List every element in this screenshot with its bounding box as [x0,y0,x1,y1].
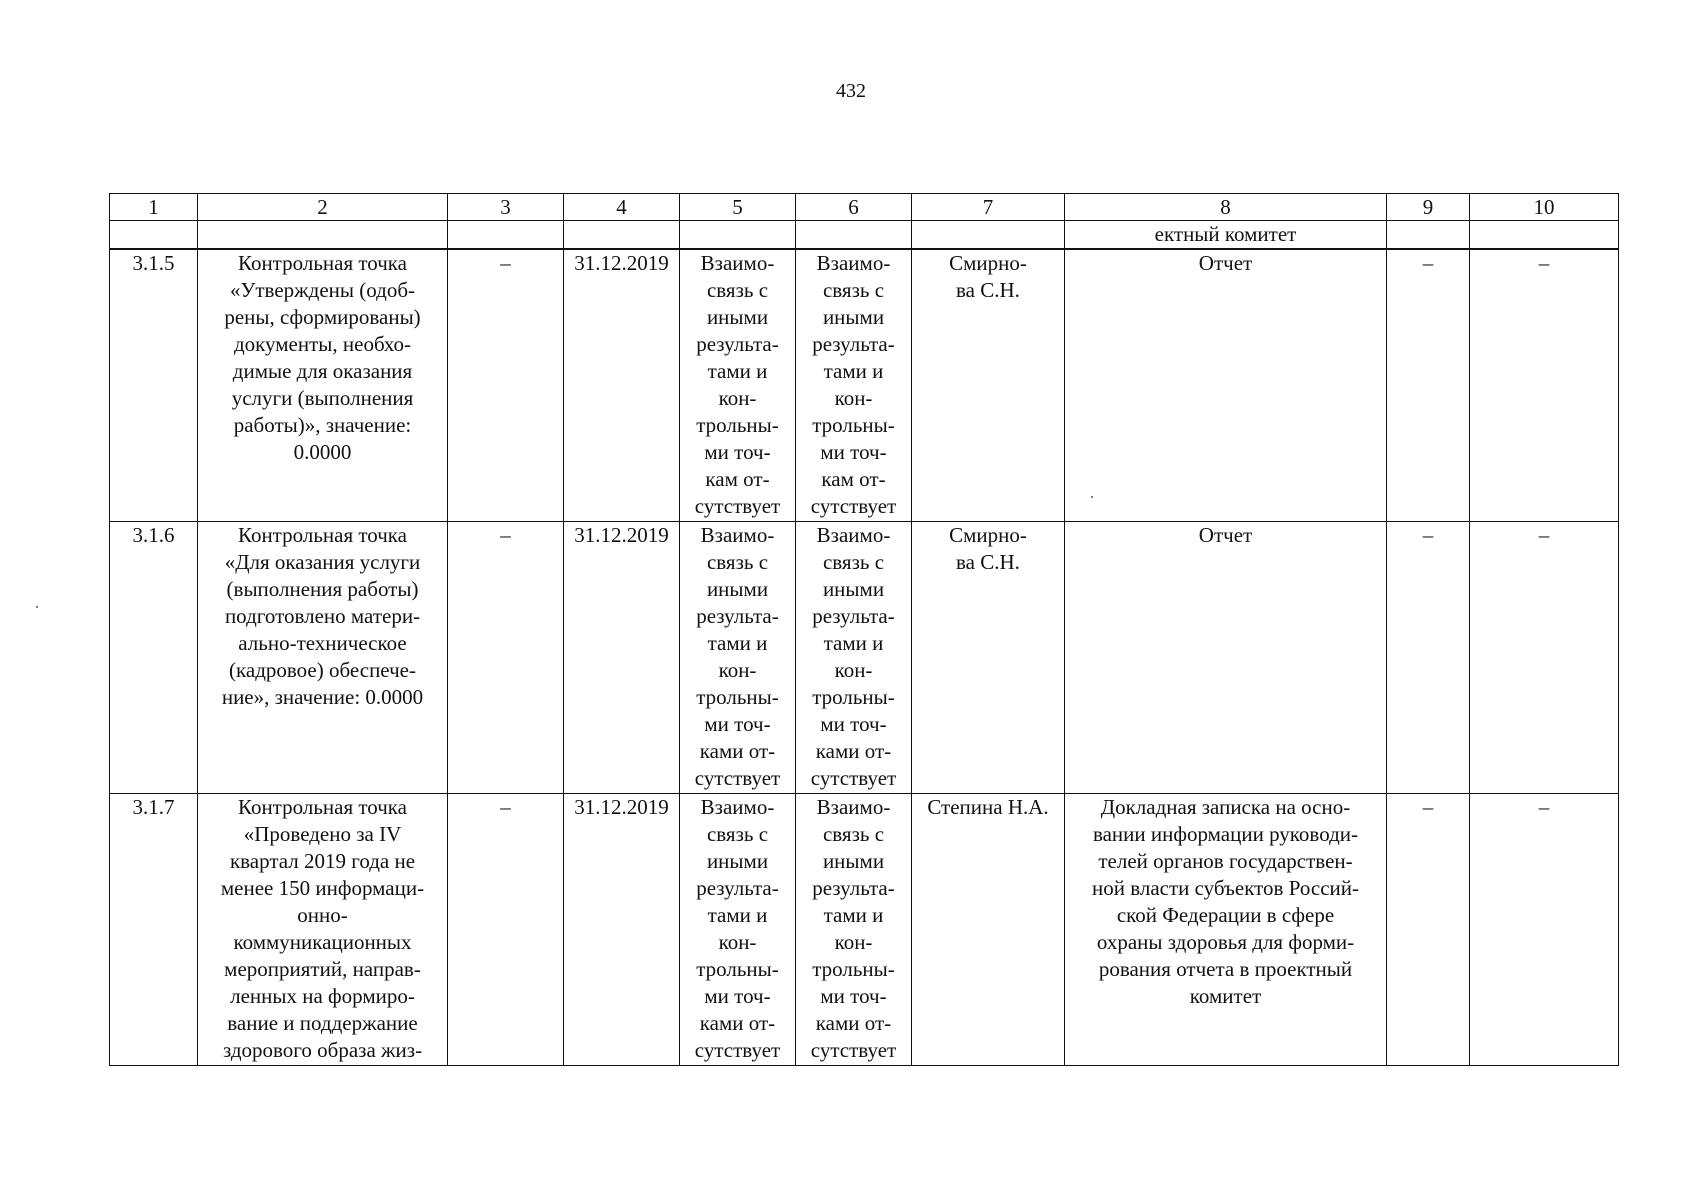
text-line: ками от- [815,739,892,763]
text-line: Смирно- [949,523,1027,547]
responsible-cell [912,522,1065,794]
col10-cell: – [1470,522,1619,794]
text-line: тами и [823,903,884,927]
column-header: 3 [448,194,564,221]
text-line: результа- [696,332,779,356]
row-number: 3.1.6 [110,522,198,794]
text-line: сутствует [694,766,781,790]
text-line: ва С.Н. [956,550,1020,574]
text-line: сутствует [694,494,781,518]
date-cell: 31.12.2019 [564,522,680,794]
text-line: трольны- [812,413,895,437]
text-line: тами и [823,359,884,383]
text-line: Докладная записка на осно- [1100,795,1351,819]
table-body [110,249,1619,1066]
text-line: (выполнения работы) [226,577,419,601]
text-line: тами и [707,359,768,383]
description-cell [198,522,448,794]
text-line: кон- [834,930,873,954]
text-line: ками от- [815,1011,892,1035]
text-line: Отчет [1198,523,1253,547]
text-line: ми точ- [820,984,887,1008]
text-line: кон- [718,386,757,410]
text-line: «Проведено за IV [243,822,402,846]
text-line: Контрольная точка [237,523,407,547]
scan-speck [1091,496,1093,498]
text-line: кон- [834,386,873,410]
col6-cell [796,249,912,522]
text-line: иными [822,305,885,329]
text-line: ской Федерации в сфере [1116,903,1335,927]
text-line: услуги (выполнения [231,386,414,410]
text-line: ми точ- [704,440,771,464]
column-header: 10 [1470,194,1619,221]
column-header: 9 [1387,194,1470,221]
text-line: коммуникационных [233,930,412,954]
col5-cell [680,249,796,522]
text-line: охраны здоровья для форми- [1096,930,1355,954]
responsible-cell [912,249,1065,522]
text-line: Отчет [1198,251,1253,275]
col9-cell: – [1387,249,1470,522]
text-line: кам от- [821,467,886,491]
text-line: трольны- [696,685,779,709]
col5-cell [680,794,796,1066]
column-number-row [110,194,1619,221]
result-cell [1065,522,1387,794]
text-line: Взаимо- [700,523,775,547]
column-header: 8 [1065,194,1387,221]
text-line: сутствует [694,1038,781,1062]
text-line: комитет [1189,984,1262,1008]
scan-speck [36,606,38,608]
col6-cell [796,794,912,1066]
col9-cell: – [1387,522,1470,794]
date-cell: 31.12.2019 [564,249,680,522]
text-line: тами и [707,903,768,927]
text-line: телей органов государствен- [1098,849,1353,873]
text-line: (кадровое) обеспече- [229,658,416,682]
text-line: ками от- [699,1011,776,1035]
col10-cell: – [1470,794,1619,1066]
text-line: иными [706,849,769,873]
description-cell [198,794,448,1066]
text-line: связь с [822,550,885,574]
text-line: вании информации руководи- [1092,822,1359,846]
responsible-cell [912,794,1065,1066]
text-line: ленных на формиро- [230,984,415,1008]
text-line: ми точ- [704,984,771,1008]
text-line: связь с [706,278,769,302]
text-line: результа- [812,332,895,356]
text-line: ми точ- [820,440,887,464]
text-line: связь с [822,822,885,846]
text-line: тами и [707,631,768,655]
text-line: «Для оказания услуги [224,550,421,574]
column-header: 7 [912,194,1065,221]
continuation-text: ектный комитет [1065,221,1387,250]
row-number: 3.1.7 [110,794,198,1066]
text-line: кон- [718,658,757,682]
column-header: 6 [796,194,912,221]
text-line: результа- [812,876,895,900]
column-header: 4 [564,194,680,221]
text-line: ми точ- [820,712,887,736]
text-line: Взаимо- [700,251,775,275]
text-line: мероприятий, направ- [224,957,421,981]
table-row [110,249,1619,522]
text-line: онно- [297,903,348,927]
text-line: квартал 2019 года не [229,849,416,873]
page-number: 432 [836,80,866,102]
text-line: Смирно- [949,251,1027,275]
col5-cell [680,522,796,794]
text-line: здорового образа жиз- [222,1038,423,1062]
text-line: подготовлено матери- [224,604,421,628]
text-line: ально-техническое [238,631,407,655]
text-line: ками от- [699,739,776,763]
text-line: трольны- [812,957,895,981]
text-line: трольны- [812,685,895,709]
date-cell: 31.12.2019 [564,794,680,1066]
text-line: кон- [834,658,873,682]
result-cell [1065,794,1387,1066]
text-line: иными [706,577,769,601]
control-points-table [109,193,1619,1066]
text-line: работы)», значение: [233,413,412,437]
table-row [110,794,1619,1066]
text-line: ной власти субъектов Россий- [1091,876,1360,900]
column-header: 5 [680,194,796,221]
text-line: Взаимо- [816,251,891,275]
text-line: Взаимо- [700,795,775,819]
col3-cell: – [448,249,564,522]
text-line: ва С.Н. [956,278,1020,302]
column-header: 1 [110,194,198,221]
text-line: иными [706,305,769,329]
text-line: менее 150 информаци- [220,876,425,900]
description-cell [198,249,448,522]
text-line: Степина Н.А. [927,795,1049,819]
text-line: сутствует [810,766,897,790]
text-line: димые для оказания [232,359,413,383]
text-line: кам от- [705,467,770,491]
text-line: иными [822,577,885,601]
col9-cell: – [1387,794,1470,1066]
text-line: результа- [812,604,895,628]
text-line: результа- [696,876,779,900]
text-line: ми точ- [704,712,771,736]
text-line: вание и поддержание [227,1011,418,1035]
text-line: трольны- [696,413,779,437]
row-number: 3.1.5 [110,249,198,522]
text-line: тами и [823,631,884,655]
table-row [110,522,1619,794]
text-line: трольны- [696,957,779,981]
result-cell [1065,249,1387,522]
col10-cell: – [1470,249,1619,522]
text-line: ние», значение: 0.0000 [221,685,424,709]
text-line: кон- [718,930,757,954]
text-line: связь с [822,278,885,302]
text-line: «Утверждены (одоб- [229,278,416,302]
text-line: Контрольная точка [237,251,407,275]
text-line: 0.0000 [293,440,352,464]
text-line: рены, сформированы) [224,305,421,329]
text-line: связь с [706,822,769,846]
text-line: документы, необхо- [233,332,412,356]
text-line: Контрольная точка [237,795,407,819]
text-line: результа- [696,604,779,628]
text-line: рования отчета в проектный [1098,957,1353,981]
col6-cell [796,522,912,794]
text-line: Взаимо- [816,523,891,547]
text-line: сутствует [810,494,897,518]
text-line: иными [822,849,885,873]
column-header: 2 [198,194,448,221]
col3-cell: – [448,522,564,794]
text-line: Взаимо- [816,795,891,819]
text-line: сутствует [810,1038,897,1062]
continuation-row [110,221,1619,250]
text-line: связь с [706,550,769,574]
col3-cell: – [448,794,564,1066]
